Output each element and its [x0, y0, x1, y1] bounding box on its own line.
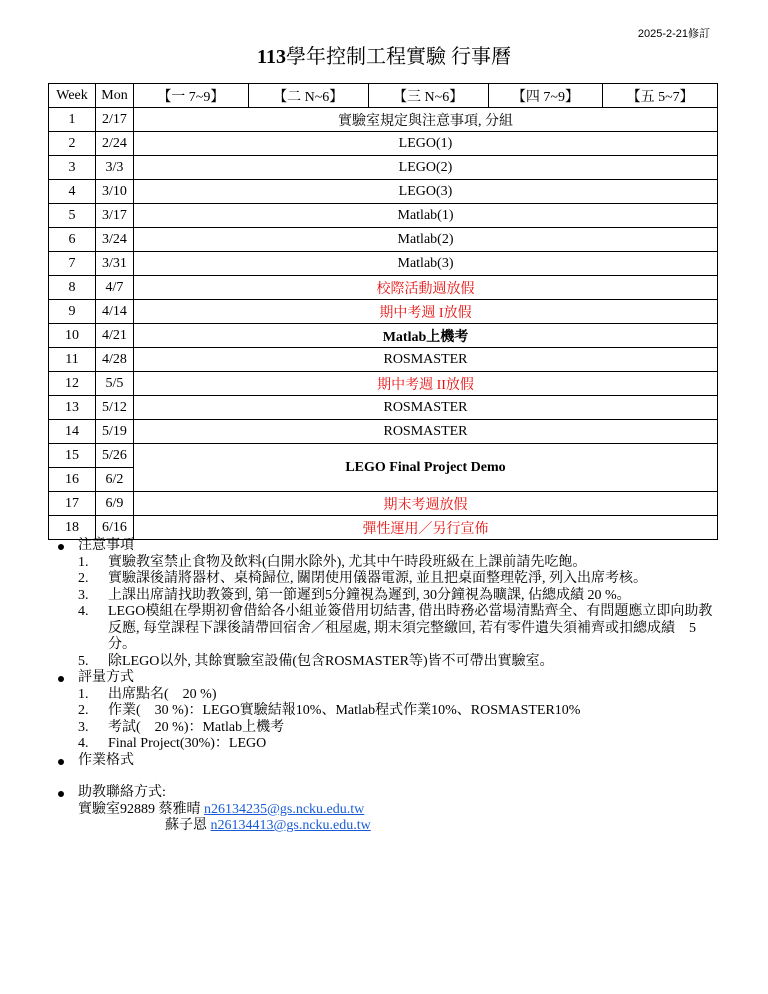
item-text: 除LEGO以外, 其餘實驗室設備(包含ROSMASTER等)皆不可帶出實驗室。	[108, 653, 554, 669]
contact-line-1	[58, 802, 718, 819]
activity-cell: 期中考週 I放假	[134, 300, 718, 324]
mon-cell: 4/28	[96, 348, 134, 372]
item-text: Final Project(30%)：LEGO	[108, 736, 267, 751]
activity-cell: ROSMASTER	[134, 420, 718, 444]
notes-section	[58, 538, 718, 835]
item-text: 實驗教室禁止食物及飲料(白開水除外), 尤其中午時段班級在上課前請先吃飽。	[108, 554, 587, 570]
table-row	[49, 300, 718, 324]
column-header: 【二 N~6】	[248, 84, 368, 108]
activity-cell: Matlab(2)	[134, 228, 718, 252]
mon-cell: 6/16	[96, 516, 134, 540]
week-cell: 11	[49, 348, 96, 372]
column-header: 【三 N~6】	[368, 84, 488, 108]
table-row	[49, 228, 718, 252]
mon-cell: 4/14	[96, 300, 134, 324]
lab-number: 實驗室92889	[78, 801, 155, 817]
table-row	[49, 372, 718, 396]
activity-cell: LEGO(1)	[134, 132, 718, 156]
table-header	[49, 84, 718, 108]
contact-heading: 助教聯絡方式:	[58, 785, 718, 802]
item-text: 作業( 30 %)：LEGO實驗結報10%、Matlab程式作業10%、ROSMASTER10%	[108, 703, 581, 718]
week-cell: 1	[49, 108, 96, 132]
table-row	[49, 108, 718, 132]
week-cell: 14	[49, 420, 96, 444]
email-link[interactable]: n26134413@gs.ncku.edu.tw	[210, 818, 371, 833]
ta-name: 蘇子恩	[165, 818, 207, 833]
list-item	[78, 555, 718, 572]
list-item	[78, 588, 718, 605]
list-item	[78, 736, 718, 753]
mon-cell: 4/21	[96, 324, 134, 348]
item-number: 2.	[78, 703, 89, 718]
activity-cell: Matlab(3)	[134, 252, 718, 276]
week-cell: 12	[49, 372, 96, 396]
revision-date: 2025-2-21修訂	[637, 28, 710, 40]
week-cell: 3	[49, 156, 96, 180]
item-number: 4.	[78, 604, 89, 619]
item-text: 考試( 20 %)：Matlab上機考	[108, 719, 285, 735]
activity-cell: LEGO Final Project Demo	[134, 444, 718, 492]
grading-heading: 評量方式	[58, 670, 718, 687]
mon-cell: 3/10	[96, 180, 134, 204]
column-header: 【五 5~7】	[603, 84, 718, 108]
week-cell: 10	[49, 324, 96, 348]
column-header: 【四 7~9】	[488, 84, 603, 108]
mon-cell: 3/17	[96, 204, 134, 228]
week-cell: 6	[49, 228, 96, 252]
item-number: 4.	[78, 736, 89, 751]
week-cell: 9	[49, 300, 96, 324]
column-header: 【一 7~9】	[134, 84, 249, 108]
table-row	[49, 396, 718, 420]
week-cell: 18	[49, 516, 96, 540]
activity-cell: ROSMASTER	[134, 348, 718, 372]
activity-cell: Matlab(1)	[134, 204, 718, 228]
mon-cell: 5/19	[96, 420, 134, 444]
item-text: LEGO模組在學期初會借給各小組並簽借用切結書, 借出時務必當場清點齊全、有問題應立即向助教反應, 每堂課程下課後請帶回宿舍／租屋處, 期末須完整繳回, 若有零件遺失須補齊或扣總成績 5分。	[108, 604, 713, 652]
activity-cell: 期中考週 II放假	[134, 372, 718, 396]
list-item	[78, 687, 718, 704]
item-text: 實驗課後請將器材、桌椅歸位, 關閉使用儀器電源, 並且把桌面整理乾淨, 列入出席考核。	[108, 571, 647, 586]
list-item	[78, 654, 718, 671]
table-row	[49, 204, 718, 228]
week-cell: 15	[49, 444, 96, 468]
item-number: 3.	[78, 587, 89, 603]
table-row	[49, 180, 718, 204]
item-text: 上課出席請找助教簽到, 第一節遲到5分鐘視為遲到, 30分鐘視為曠課, 佔總成績 20 %。	[108, 587, 631, 603]
table-row	[49, 132, 718, 156]
activity-cell: 實驗室規定與注意事項, 分組	[134, 108, 718, 132]
activity-cell: LEGO(2)	[134, 156, 718, 180]
week-cell: 16	[49, 468, 96, 492]
email-link[interactable]: n26134235@gs.ncku.edu.tw	[204, 801, 365, 817]
table-row	[49, 420, 718, 444]
item-number: 5.	[78, 653, 89, 669]
mon-cell: 3/3	[96, 156, 134, 180]
table-row	[49, 516, 718, 540]
mon-cell: 6/2	[96, 468, 134, 492]
activity-cell: 彈性運用／另行宣佈	[134, 516, 718, 540]
activity-cell: 校際活動週放假	[134, 276, 718, 300]
item-number: 1.	[78, 686, 89, 702]
schedule-table	[48, 83, 718, 540]
week-cell: 7	[49, 252, 96, 276]
title-text: 學年控制工程實驗 行事曆	[285, 46, 511, 68]
mon-cell: 4/7	[96, 276, 134, 300]
mon-cell: 5/26	[96, 444, 134, 468]
item-number: 2.	[78, 571, 89, 586]
column-header: Week	[49, 84, 96, 108]
page-title	[0, 40, 768, 69]
list-item	[78, 703, 718, 720]
list-item	[78, 604, 718, 654]
activity-cell: LEGO(3)	[134, 180, 718, 204]
activity-cell: 期末考週放假	[134, 492, 718, 516]
mon-cell: 3/24	[96, 228, 134, 252]
title-year: 113	[257, 46, 286, 68]
notes-heading: 注意事項	[58, 538, 718, 555]
mon-cell: 2/17	[96, 108, 134, 132]
list-item	[78, 571, 718, 588]
homework-heading: 作業格式	[58, 753, 718, 770]
item-text: 出席點名( 20 %)	[108, 686, 217, 702]
activity-cell: ROSMASTER	[134, 396, 718, 420]
table-row	[49, 324, 718, 348]
week-cell: 13	[49, 396, 96, 420]
item-number: 1.	[78, 554, 89, 570]
column-header: Mon	[96, 84, 134, 108]
week-cell: 17	[49, 492, 96, 516]
table-row	[49, 444, 718, 468]
contact-line-2	[58, 818, 718, 835]
week-cell: 2	[49, 132, 96, 156]
week-cell: 4	[49, 180, 96, 204]
activity-cell: Matlab上機考	[134, 324, 718, 348]
mon-cell: 5/12	[96, 396, 134, 420]
item-number: 3.	[78, 719, 89, 735]
table-row	[49, 252, 718, 276]
table-row	[49, 492, 718, 516]
mon-cell: 3/31	[96, 252, 134, 276]
list-item	[78, 720, 718, 737]
table-row	[49, 348, 718, 372]
mon-cell: 5/5	[96, 372, 134, 396]
mon-cell: 2/24	[96, 132, 134, 156]
week-cell: 5	[49, 204, 96, 228]
table-row	[49, 156, 718, 180]
ta-name: 蔡雅晴	[158, 801, 201, 817]
week-cell: 8	[49, 276, 96, 300]
table-row	[49, 276, 718, 300]
mon-cell: 6/9	[96, 492, 134, 516]
